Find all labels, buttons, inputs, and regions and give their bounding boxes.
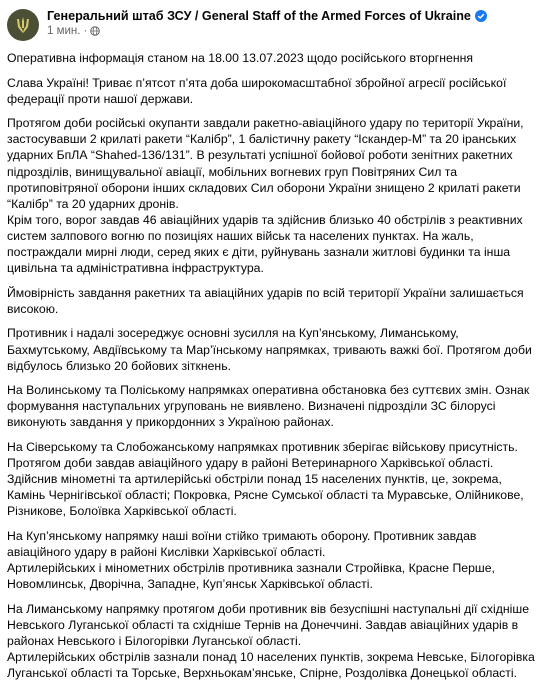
post-text-line: Слава Україні! Триває п’ятсот п’ята доба широкомасштабної збройної агресії російської xyxy=(7,75,507,90)
post-text-line: ударних БпЛА “Shahed-136/131”. В результаті успішної бойової роботи зенітних ракетних xyxy=(7,148,513,163)
post-text-line: Бахмутському, Авдіївському та Мар’їнському напрямках, тривають важкі бої. Протягом доби xyxy=(7,342,532,357)
trident-emblem-icon xyxy=(13,15,33,35)
page-name[interactable]: Генеральний штаб ЗСУ / General Staff of the Armed Forces of Ukraine xyxy=(47,9,471,23)
post-text-line: Ймовірність завдання ракетних та авіаційних ударів по всій території України залишається xyxy=(7,285,524,300)
post-text-line: відбулось близько 20 бойових зіткнень. xyxy=(7,358,231,373)
post-text-line: постраждали мирні люди, серед яких є діти, руйнувань зазнали житлові будинки та інша xyxy=(7,245,511,260)
post-paragraph xyxy=(7,601,538,681)
post-text-line: Камінь Чернігівської області; Покровка, Рясне Сумської області та Муравське, Олійникове, xyxy=(7,488,524,503)
post-text-line: цивільна та адміністративна інфраструктура. xyxy=(7,261,264,276)
post-text-line: Оперативна інформація станом на 18.00 13.07.2023 щодо російського вторгнення xyxy=(7,51,473,65)
post-text-line: застосувавши 2 крилаті ракети “Калібр”, 1 балістичну ракету “Іскандер-М” та 20 іранських xyxy=(7,132,517,147)
post-text-line: Протягом доби російські окупанти завдали ракетно-авіаційного удару по території України, xyxy=(7,116,524,131)
post-body xyxy=(7,50,538,681)
post-text-line: Противник і надалі зосереджує основні зусилля на Куп’янському, Лиманському, xyxy=(7,326,459,341)
post-text-line: високою. xyxy=(7,301,59,316)
post-text-line: протиповітряної оборони інших складових Сил оборони України знищено 2 крилаті ракети xyxy=(7,180,521,195)
post-text-line: систем залпового вогню по позиціях наших військ та населених пунктах. На жаль, xyxy=(7,228,474,243)
post-text-line: Артилерійських обстрілів зазнали понад 10 населених пунктів, зокрема Невське, Білогорівка xyxy=(7,650,535,665)
post-text-line: На Куп’янському напрямку наші воїни стійко тримають оборону. Противник завдав xyxy=(7,528,477,543)
post-paragraph xyxy=(7,528,538,592)
post-text-line: районах Невського і Білогорівки Луганської області. xyxy=(7,634,302,648)
post-text-line: Невського Луганської області та східніше Тернів на Донеччині. Завдав авіаційних ударів в xyxy=(7,617,519,632)
separator: · xyxy=(83,25,88,37)
verified-badge-icon xyxy=(475,10,487,22)
post-meta xyxy=(47,25,487,37)
post-paragraph xyxy=(7,285,538,317)
post-text-line: федерації проти нашої держави. xyxy=(7,91,194,106)
post-text-line: Здійснив мінометні та артилерійські обстріли понад 15 населених пунктів, це, зокрема, xyxy=(7,472,502,487)
post-text-line: Протягом доби завдав авіаційного удару в районі Ветеринарного Харківської області. xyxy=(7,456,494,471)
post-text-line: Артилерійських і мінометних обстрілів противника зазнали Стройівка, Красне Перше, xyxy=(7,561,495,576)
post-text-line: На Волинському та Поліському напрямках оперативна обстановка без суттєвих змін. Ознак xyxy=(7,383,530,398)
post-text-line: формування наступальних угруповань не виявлено. Визначені підрозділи ЗС білорусі xyxy=(7,399,496,414)
post-text-line: виконують завдання у прикордонних з Україною районах. xyxy=(7,415,334,430)
post-timestamp[interactable]: 1 мин. xyxy=(47,25,81,37)
post-text-line: авіаційного удару в районі Кислівки Харківської області. xyxy=(7,545,326,560)
post-paragraph xyxy=(7,382,538,430)
post-text-line: Новомлинськ, Дворічна, Западне, Куп’янськ Харківської області. xyxy=(7,577,373,592)
post-text-line: Луганської області та Торське, Верхньокам’янське, Спірне, Роздолівка Донецької області. xyxy=(7,666,518,681)
post-text-line: Крім того, ворог завдав 46 авіаційних ударів та здійснив близько 40 обстрілів з реактивних xyxy=(7,212,523,227)
post-paragraph xyxy=(7,50,538,66)
post-text-line: підрозділів, винищувальної авіації, мобільних вогневих груп Повітряних Сил та xyxy=(7,164,458,179)
post-header xyxy=(7,8,538,46)
post-text-line: “Калібр” та 20 ударних дронів. xyxy=(7,196,179,211)
post-text-line: На Сіверському та Слобожанському напрямках противник зберігає військову присутність. xyxy=(7,439,518,454)
avatar[interactable] xyxy=(7,9,39,41)
globe-icon xyxy=(90,26,100,36)
post-paragraph xyxy=(7,439,538,519)
post-text-line: Різникове, Болоївка Харківської області. xyxy=(7,504,237,519)
post-text-line: На Лиманському напрямку протягом доби противник вів безуспішні наступальні дії східніше xyxy=(7,601,530,616)
page-name-row xyxy=(47,9,487,23)
post-paragraph xyxy=(7,75,538,107)
post-paragraph xyxy=(7,115,538,276)
post-paragraph xyxy=(7,325,538,373)
